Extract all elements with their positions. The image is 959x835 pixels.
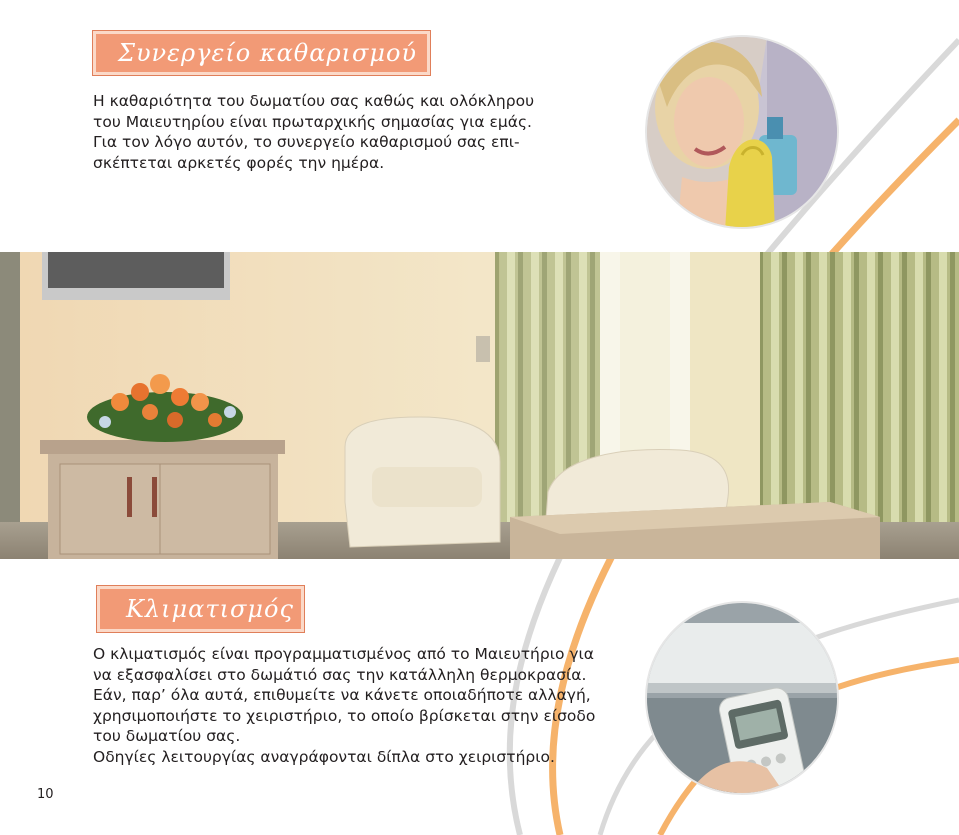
climate-line: να εξασφαλίσει στο δωμάτιό σας την κατάλληλη θερμοκρασία. [93, 665, 587, 684]
climate-line: Εάν, παρ’ όλα αυτά, επιθυμείτε να κάνετε οποιαδήποτε αλλαγή, [93, 686, 591, 704]
cleaning-line: του Μαιευτηρίου είναι πρωταρχικής σημασίας για εμάς. [93, 112, 532, 131]
hospital-room-photo [0, 252, 959, 559]
climate-line: του δωματίου σας. [93, 727, 241, 745]
cleaning-line: Για τον λόγο αυτόν, το συνεργείο καθαρισμού σας επι- [93, 133, 520, 151]
cleaning-heading-text: Συνεργείο καθαρισμού [118, 39, 417, 67]
climate-line: Ο κλιματισμός είναι προγραμματισμένος από το Μαιευτήριο για [93, 645, 594, 663]
cleaning-paragraph [93, 91, 533, 173]
cleaning-line: Η καθαριότητα του δωματίου σας καθώς και ολόκληρου [93, 92, 535, 110]
climate-heading-text: Κλιματισμός [126, 595, 294, 623]
cleaning-woman-photo [645, 35, 839, 229]
climate-line: Οδηγίες λειτουργίας αναγράφονται δίπλα στο χειριστήριο. [93, 747, 555, 766]
climate-line: χρησιμοποιήστε το χειριστήριο, το οποίο βρίσκεται στην είσοδο [93, 706, 596, 725]
ac-remote-photo [645, 601, 839, 795]
page-number: 10 [37, 787, 54, 802]
cleaning-heading [93, 31, 430, 75]
climate-paragraph [93, 644, 603, 767]
cleaning-line: σκέπτεται αρκετές φορές την ημέρα. [93, 153, 385, 172]
climate-heading [97, 586, 304, 632]
